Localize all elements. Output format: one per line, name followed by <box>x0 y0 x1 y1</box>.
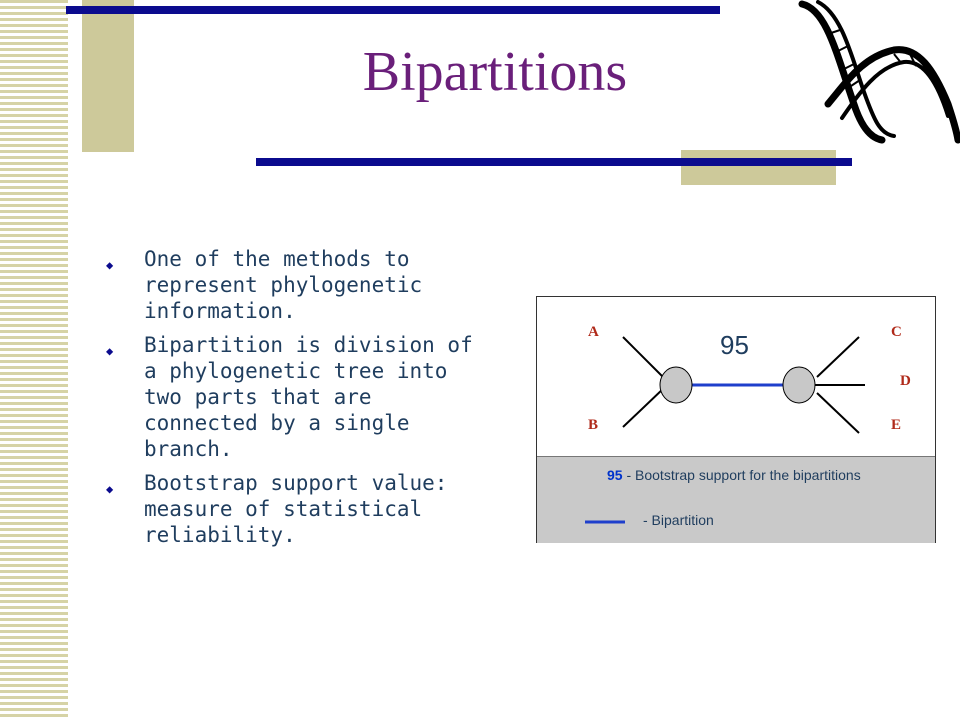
bullet-text: Bootstrap support value: measure of statistical reliability. <box>144 471 448 547</box>
leaf-label-e: E <box>891 417 902 433</box>
bullet-item <box>102 470 494 548</box>
bipartition-diagram <box>536 296 936 543</box>
dna-helix-icon <box>798 0 960 148</box>
bullet-text: One of the methods to represent phylogenetic information. <box>144 247 423 323</box>
bottom-accent-block <box>681 150 836 185</box>
bipartition-line-icon <box>585 519 625 525</box>
top-rule <box>66 6 720 14</box>
bootstrap-support-value: 95 <box>720 330 749 360</box>
leaf-label-a: A <box>588 324 599 340</box>
branch-b <box>623 387 665 427</box>
bullet-list <box>102 246 494 556</box>
left-node <box>660 367 692 403</box>
leaf-label-d: D <box>900 373 911 389</box>
slide-title: Bipartitions <box>362 41 628 103</box>
left-stripe-decoration <box>0 0 68 720</box>
top-accent-block <box>82 0 134 152</box>
leaf-label-b: B <box>588 417 599 433</box>
diamond-bullet-icon: ◆ <box>106 482 114 496</box>
leaf-label-c: C <box>891 324 902 340</box>
diamond-bullet-icon: ◆ <box>106 344 114 358</box>
branch-e <box>817 393 859 433</box>
legend <box>537 456 935 543</box>
right-node <box>783 367 815 403</box>
bullet-item <box>102 332 494 462</box>
bullet-text: Bipartition is division of a phylogenetic tree into two parts that are connected by a single branch. <box>144 333 473 461</box>
diamond-bullet-icon: ◆ <box>106 258 114 272</box>
legend-bipartition-text: - Bipartition <box>643 512 714 528</box>
branch-a <box>623 337 665 379</box>
legend-support-text: - Bootstrap support for the bipartitions <box>626 467 861 483</box>
bullet-item <box>102 246 494 324</box>
branch-c <box>817 337 859 377</box>
bottom-rule <box>256 158 852 166</box>
legend-support-entry <box>607 467 861 483</box>
legend-support-value: 95 <box>607 467 623 483</box>
